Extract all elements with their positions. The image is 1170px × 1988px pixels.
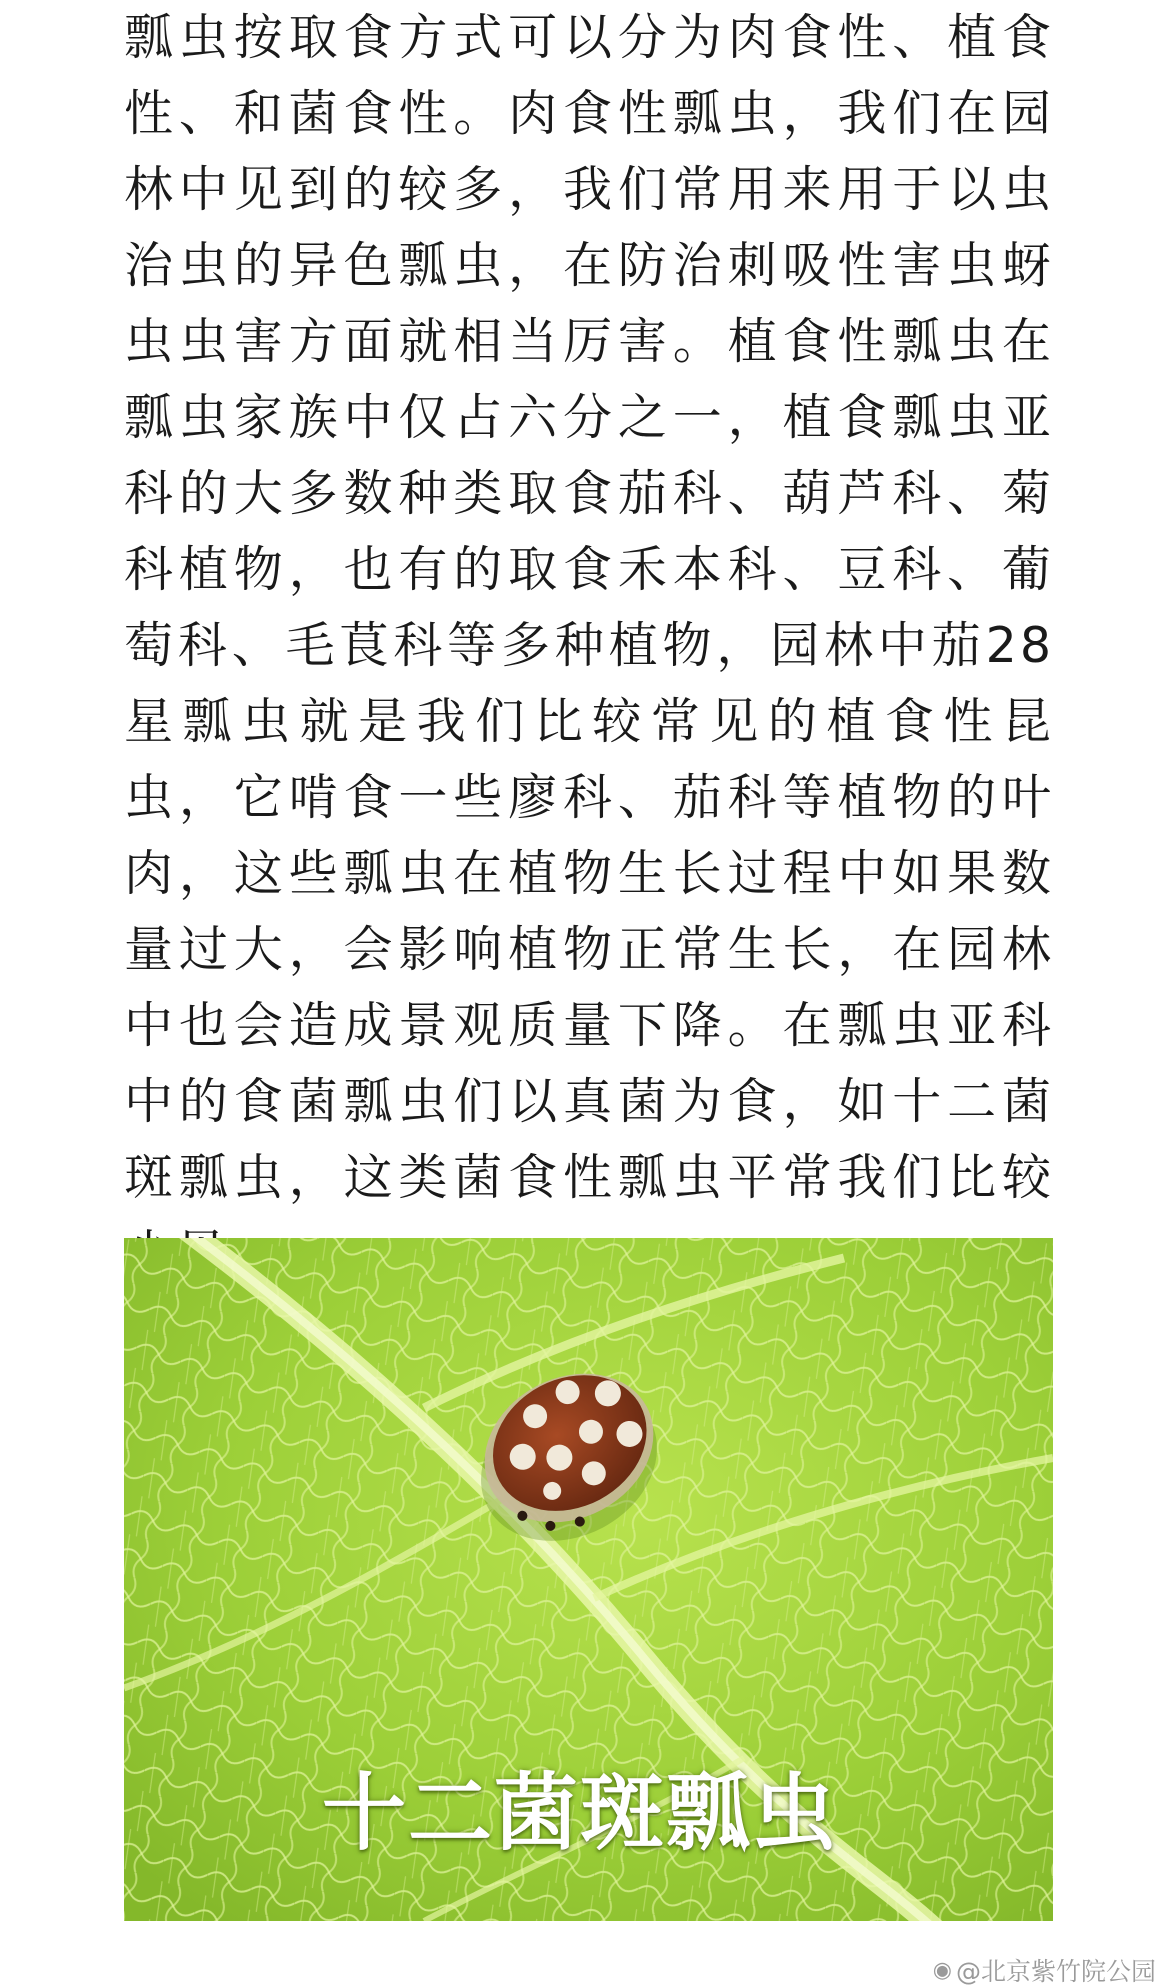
article-paragraph: 瓢虫按取食方式可以分为肉食性、植食性、和菌食性。肉食性瓢虫，我们在园林中见到的较多，我们常用来用于以虫治虫的异色瓢虫，在防治刺吸性害虫蚜虫虫害方面就相当厉害。植食性瓢虫在瓢虫家族中仅占六分之一，植食瓢虫亚科的大多数种类取食茄科、葫芦科、菊科植物，也有的取食禾本科、豆科、葡萄科、毛茛科等多种植物，园林中茄28星瓢虫就是我们比较常见的植食性昆虫，它啃食一些廖科、茄科等植物的叶肉，这些瓢虫在植物生长过程中如果数量过大，会影响植物正常生长，在园林中也会造成景观质量下降。在瓢虫亚科中的食菌瓢虫们以真菌为食，如十二菌斑瓢虫，这类菌食性瓢虫平常我们比较: [124, 9, 1054, 1206]
weibo-logo-icon: ◉: [932, 1957, 952, 1983]
watermark: [933, 1952, 1156, 1988]
watermark-text: @北京紫竹院公园: [955, 1957, 1156, 1986]
photo-caption: 十二菌斑瓢虫: [321, 1764, 838, 1862]
ladybug-photo: [124, 1238, 1053, 1921]
